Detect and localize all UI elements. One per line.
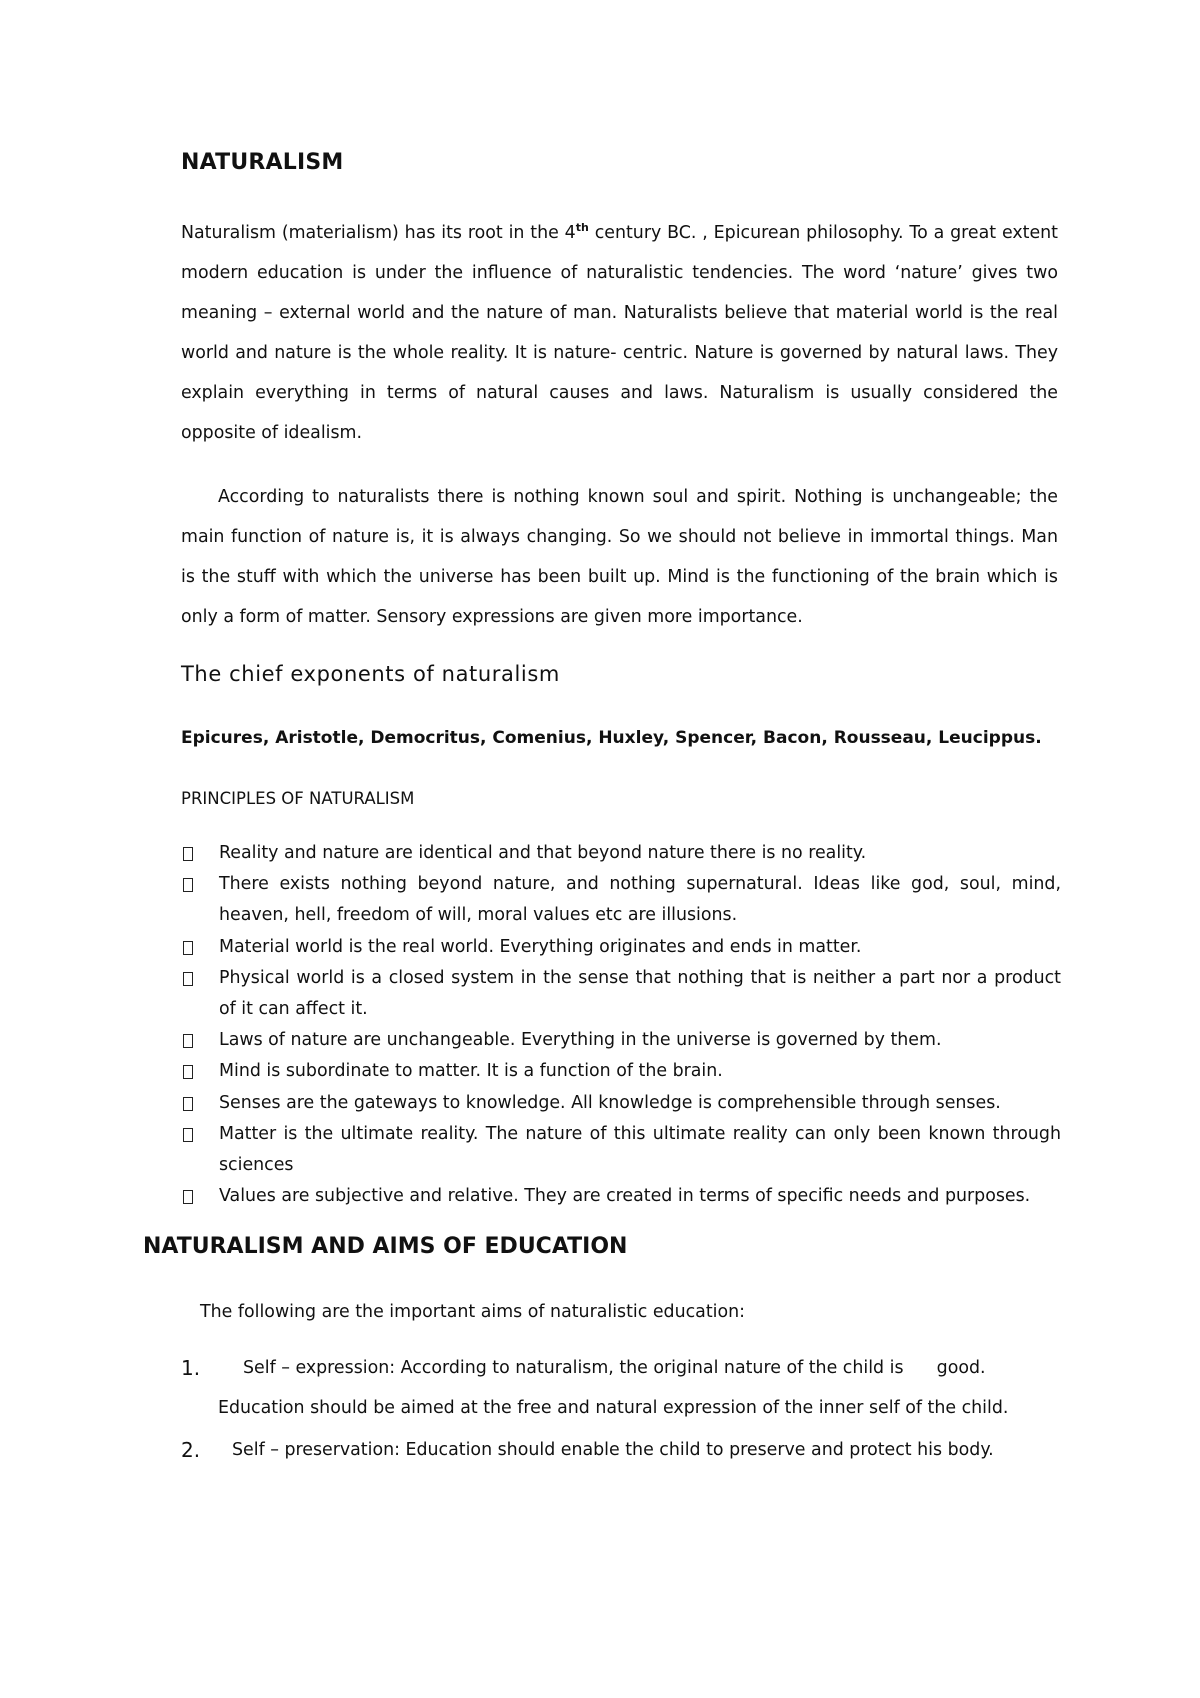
- list-item: [181, 1056, 1061, 1087]
- list-item: [181, 1025, 1061, 1056]
- intro-text-end: century BC. , Epicurean philosophy. To a great extent modern education is under the influence of naturalistic tendencies. The word ‘nature’ gives two meaning – external world and the nature of man. Naturalists believe that material world is the real world and nature is the whole reality. It is nature- centric. Nature is governed by natural laws. They explain everything in terms of natural causes and laws. Naturalism is usually considered the opposite of idealism.: [181, 223, 1058, 443]
- list-item-text: Mind is subordinate to matter. It is a function of the brain.: [219, 1061, 723, 1082]
- list-item-text: Matter is the ultimate reality. The nature of this ultimate reality can only been known through sciences: [219, 1123, 1061, 1176]
- list-item: [181, 932, 1061, 963]
- intro-text-start: Naturalism (materialism) has its root in the 4: [181, 223, 576, 243]
- principles-list: [181, 838, 1061, 1212]
- bullet-box-icon: [183, 1190, 193, 1204]
- intro-paragraph: [181, 213, 1058, 453]
- bullet-box-icon: [183, 1034, 193, 1048]
- aims-heading: NATURALISM AND AIMS OF EDUCATION: [143, 1234, 628, 1259]
- aim-item: [181, 1348, 1061, 1428]
- ordinal-suffix: th: [575, 221, 589, 235]
- list-item-text: Values are subjective and relative. They are created in terms of specific needs and purposes.: [219, 1186, 1031, 1207]
- aim-item: [181, 1430, 1061, 1470]
- aim-number: 2.: [181, 1438, 201, 1462]
- aim-text: Self – preservation: Education should enable the child to preserve and protect his body.: [232, 1440, 994, 1460]
- bullet-box-icon: [183, 1128, 193, 1142]
- list-item: [181, 1088, 1061, 1119]
- list-item-text: Physical world is a closed system in the sense that nothing that is neither a part nor a product of it can affect it.: [219, 967, 1061, 1020]
- list-item: [181, 1119, 1061, 1181]
- list-item: [181, 838, 1061, 869]
- aim-number: 1.: [181, 1356, 201, 1380]
- list-item-text: Laws of nature are unchangeable. Everything in the universe is governed by them.: [219, 1030, 942, 1051]
- list-item-text: Material world is the real world. Everything originates and ends in matter.: [219, 936, 862, 957]
- page-title: NATURALISM: [181, 150, 344, 175]
- list-item: [181, 869, 1061, 931]
- bullet-box-icon: [183, 878, 193, 892]
- bullet-box-icon: [183, 1097, 193, 1111]
- aim-text-continued: Education should be aimed at the free and natural expression of the inner self of the child.: [218, 1398, 1009, 1418]
- list-item-text: Reality and nature are identical and that beyond nature there is no reality.: [219, 843, 867, 863]
- exponents-list: Epicures, Aristotle, Democritus, Comenius, Huxley, Spencer, Bacon, Rousseau, Leucippus.: [181, 728, 1042, 748]
- bullet-box-icon: [183, 941, 193, 955]
- bullet-box-icon: [183, 1065, 193, 1079]
- bullet-box-icon: [183, 847, 193, 861]
- list-item-text: There exists nothing beyond nature, and nothing supernatural. Ideas like god, soul, mind, heaven, hell, freedom of will, moral values etc are illusions.: [219, 874, 1061, 926]
- naturalists-paragraph: According to naturalists there is nothing known soul and spirit. Nothing is unchangeable; the main function of nature is, it is always changing. So we should not believe in immortal things. Man is the stuff with which the universe has been built up. Mind is the functioning of the brain which is only a form of matter. Sensory expressions are given more importance.: [181, 487, 1058, 627]
- principles-heading: PRINCIPLES OF NATURALISM: [181, 789, 415, 808]
- bullet-box-icon: [183, 972, 193, 986]
- list-item: [181, 1181, 1061, 1212]
- list-item: [181, 963, 1061, 1025]
- aim-text: Self – expression: According to naturalism, the original nature of the child is good.: [243, 1358, 986, 1378]
- exponents-heading: The chief exponents of naturalism: [181, 662, 560, 686]
- list-item-text: Senses are the gateways to knowledge. All knowledge is comprehensible through senses.: [219, 1092, 1001, 1113]
- aims-intro: The following are the important aims of naturalistic education:: [200, 1302, 745, 1322]
